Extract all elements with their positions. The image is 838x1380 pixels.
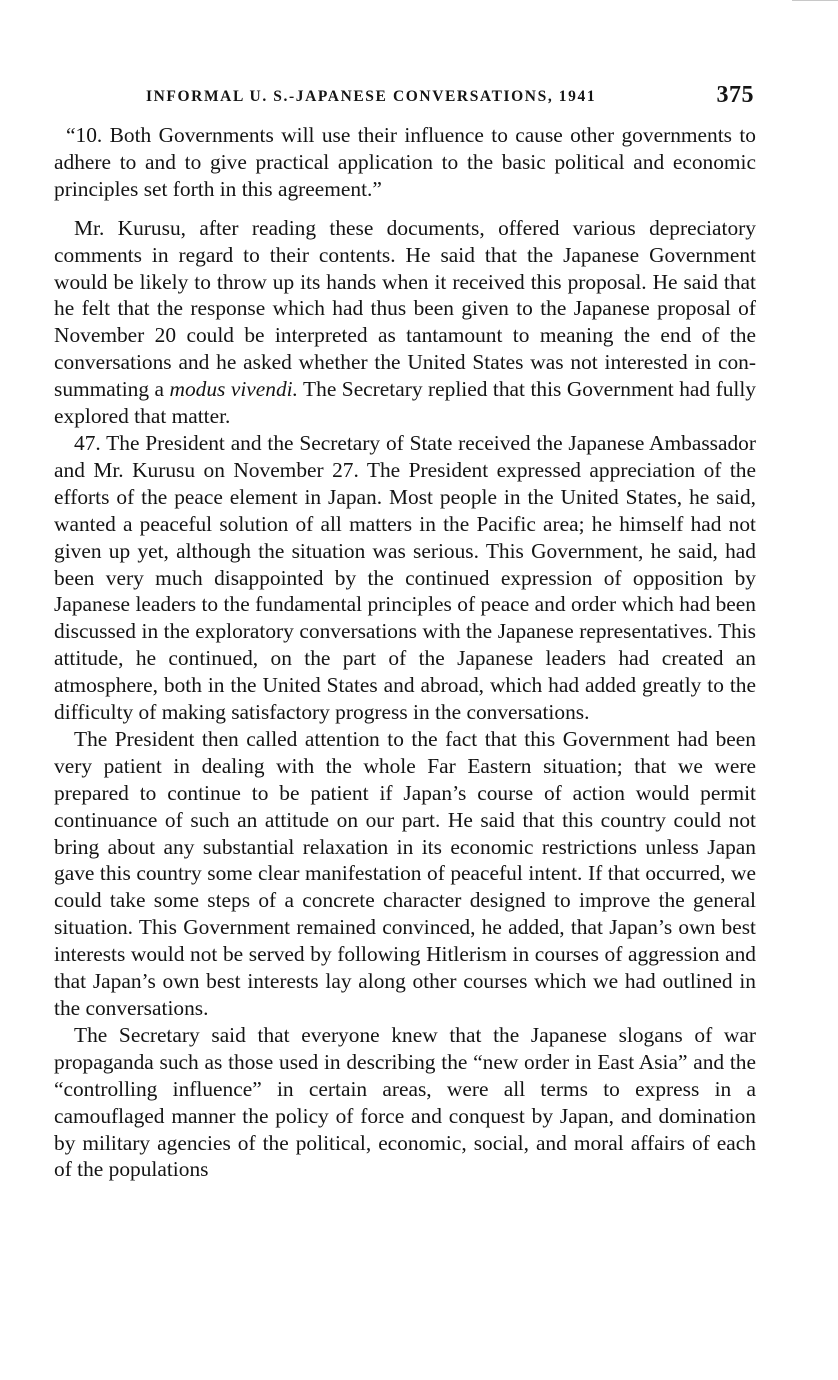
- paragraph-section-47: 47. The President and the Secretary of State received the Japanese Ambassador and Mr. Kurusu on November 27. The President expressed appreciation of the efforts of the peace element in Japan. Most people in the United States, he said, wanted a peaceful solution of all matters in the Pacific area; he himself had not given up yet, although the situation was serious. This Government, he said, had been very much disappointed by the continued expression of opposition by Japanese leaders to the fundamental principles of peace and order which had been discussed in the exploratory conversations with the Japanese representatives. This attitude, he continued, on the part of the Japanese leaders had created an atmosphere, both in the United States and abroad, which had added greatly to the difficulty of making satisfactory progress in the conversations.: [54, 430, 756, 725]
- paragraph-secretary-remarks: The Secretary said that everyone knew that the Japanese slogans of war propaganda such as those used in describing the “new order in East Asia” and the “controlling influence” in certain areas, were all terms to express in a camouflaged manner the policy of force and conquest by Japan, and domination by military agencies of the political, economic, social, and moral affairs of each of the populations: [54, 1022, 756, 1182]
- italic-phrase: modus vivendi.: [169, 377, 298, 402]
- running-head: [54, 82, 756, 118]
- paragraph-text: Mr. Kurusu, after reading these documents, offered various depreciatory comments in regard to their contents. He said that the Japanese Government would be likely to throw up its hands when it received this proposal. He said that he felt that the response which had thus been given to the Japanese proposal of November 20 could be interpreted as tantamount to meaning the end of the conversations and he asked whether the United States was not interested in consummating a: [54, 215, 756, 402]
- body-text: [54, 122, 756, 1183]
- running-title: INFORMAL U. S.-JAPANESE CONVERSATIONS, 1941: [146, 88, 597, 105]
- page-corner-rule: [792, 0, 838, 4]
- page-number: 375: [716, 82, 754, 108]
- paragraph-kurusu-comments: [54, 215, 756, 430]
- paragraph-president-remarks: The President then called attention to the fact that this Government had been very patient in dealing with the whole Far Eastern situation; that we were prepared to continue to be patient if Japan’s course of action would permit continuance of such an attitude on our part. He said that this country could not bring about any substantial relaxation in its economic restrictions unless Japan gave this country some clear manifestation of peaceful intent. If that occurred, we could take some steps of a concrete character designed to improve the general situation. This Government remained convinced, he added, that Japan’s own best interests would not be served by following Hitlerism in courses of aggression and that Japan’s own best interests lay along other courses which we had outlined in the conversations.: [54, 726, 756, 1020]
- paragraph-quoted-article-10: “10. Both Governments will use their influence to cause other governments to adhere to and to give practical application to the basic political and economic principles set forth in this agreement.”: [54, 123, 756, 201]
- paragraph-text: The Secretary replied that this Government had fully explored that matter.: [54, 377, 756, 429]
- document-page: [54, 82, 756, 1183]
